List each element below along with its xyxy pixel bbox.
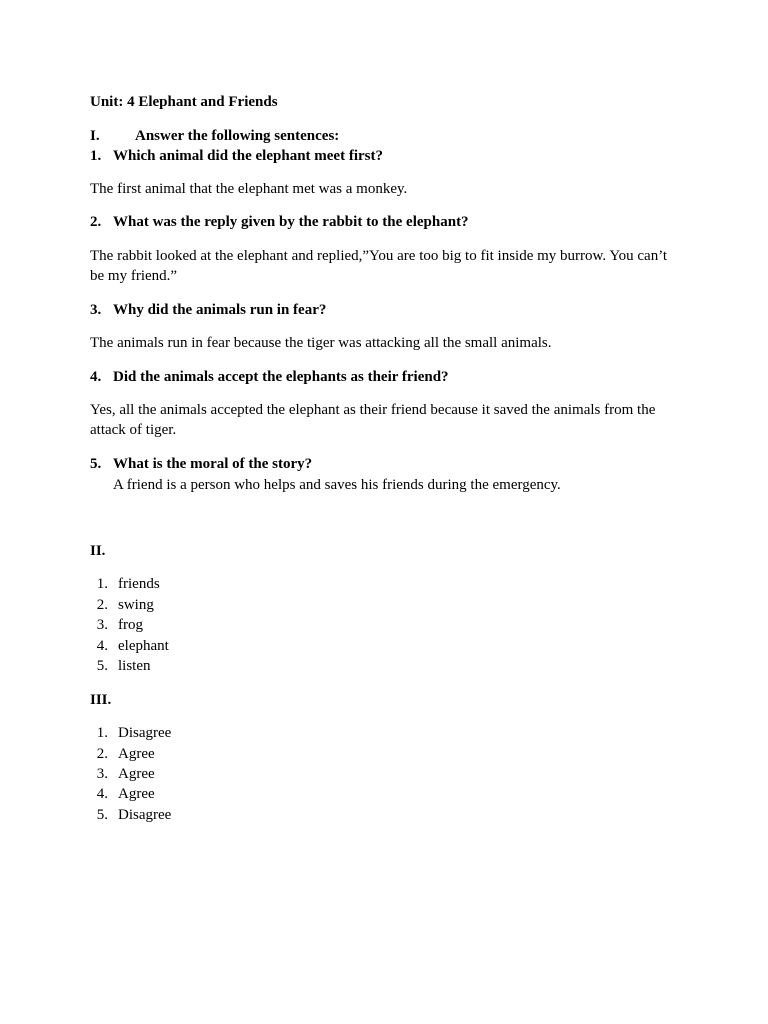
answer-4-line-1: Yes, all the animals accepted the elephant as their friend because it saved the animals from the	[90, 402, 656, 418]
list-item-number: 2.	[96, 597, 108, 613]
list-item-number: 1.	[96, 576, 108, 592]
list-item-text: Disagree	[118, 807, 172, 823]
list-item-text: Agree	[118, 746, 155, 762]
question-number: 5.	[90, 456, 102, 472]
section-1-numeral: I.	[90, 128, 100, 144]
question-4	[90, 367, 449, 387]
answer-2-line-2: be my friend.”	[90, 268, 178, 284]
list-item-text: Agree	[118, 766, 155, 782]
question-2	[90, 212, 469, 232]
question-3	[90, 300, 326, 320]
list-item-text: swing	[118, 597, 154, 613]
question-text: Did the animals accept the elephants as their friend?	[113, 369, 449, 385]
answer-4-line-2: attack of tiger.	[90, 422, 177, 438]
question-text: Which animal did the elephant meet first?	[113, 148, 383, 164]
answer-2-line-1: The rabbit looked at the elephant and replied,”You are too big to fit inside my burrow. You can’t	[90, 248, 668, 264]
list-item-number: 2.	[96, 746, 108, 762]
list-item-number: 3.	[96, 766, 108, 782]
list-item-text: elephant	[118, 638, 169, 654]
section-3-heading: III.	[90, 692, 112, 708]
question-number: 1.	[90, 148, 102, 164]
section-2-heading: II.	[90, 543, 106, 559]
list-item-number: 3.	[96, 617, 108, 633]
question-1	[90, 146, 383, 166]
question-text: What is the moral of the story?	[113, 456, 313, 472]
answer-3-line-1: The animals run in fear because the tiger was attacking all the small animals.	[90, 335, 552, 351]
question-number: 2.	[90, 214, 102, 230]
list-item-number: 5.	[96, 807, 108, 823]
list-item-number: 1.	[96, 725, 108, 741]
question-text: What was the reply given by the rabbit to the elephant?	[113, 214, 469, 230]
list-item-text: listen	[118, 658, 151, 674]
document-title: Unit: 4 Elephant and Friends	[90, 94, 278, 110]
list-item-text: Agree	[118, 786, 155, 802]
answer-1-line-1: The first animal that the elephant met was a monkey.	[90, 181, 408, 197]
list-item-text: frog	[118, 617, 143, 633]
section-1-heading	[90, 126, 339, 146]
question-number: 4.	[90, 369, 102, 385]
list-item-text: Disagree	[118, 725, 172, 741]
list-item-number: 4.	[96, 638, 108, 654]
list-item-text: friends	[118, 576, 160, 592]
list-item-number: 5.	[96, 658, 108, 674]
answer-5-line-1: A friend is a person who helps and saves his friends during the emergency.	[113, 477, 561, 493]
question-number: 3.	[90, 302, 102, 318]
section-1-heading-text: Answer the following sentences:	[135, 128, 340, 144]
list-item-number: 4.	[96, 786, 108, 802]
question-text: Why did the animals run in fear?	[113, 302, 327, 318]
question-5	[90, 454, 312, 474]
